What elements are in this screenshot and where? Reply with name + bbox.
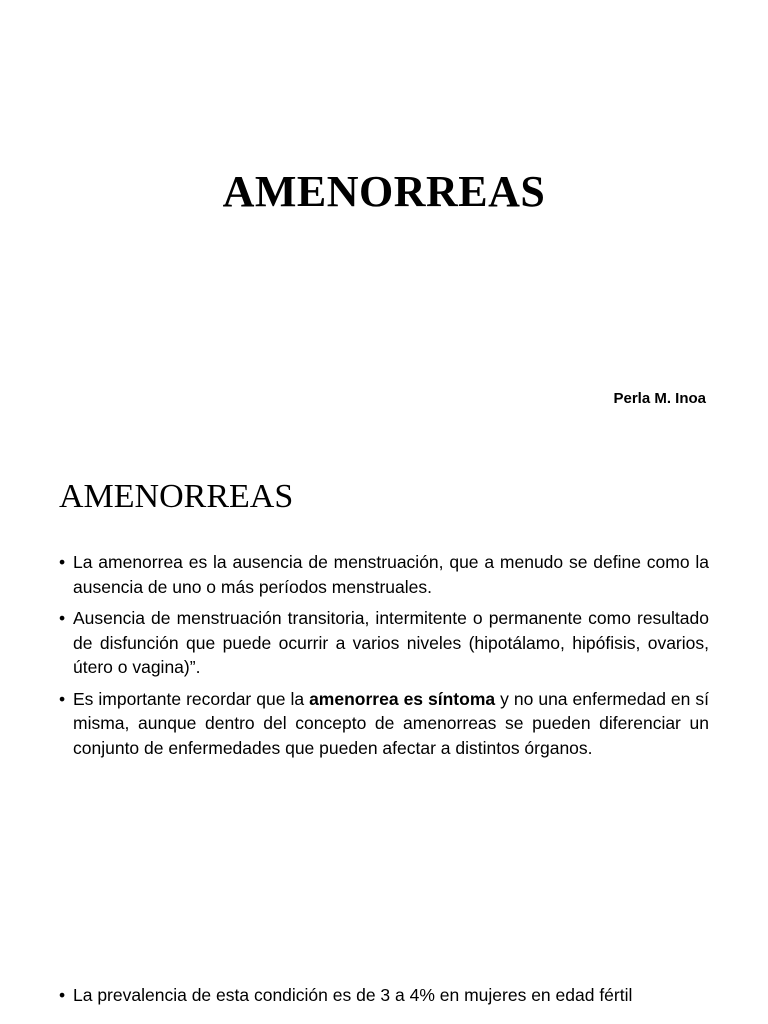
bullet-text: La amenorrea es la ausencia de menstruación, que a menudo se define como la ausencia de uno o más períodos menstruales. <box>73 552 709 597</box>
bullet-text: La prevalencia de esta condición es de 3 a 4% en mujeres en edad fértil <box>73 985 633 1005</box>
bullet-item <box>59 606 709 680</box>
bullet-icon: • <box>59 688 66 709</box>
slide-heading: AMENORREAS <box>59 478 294 515</box>
slide-title: AMENORREAS <box>222 167 546 216</box>
bullet-text-emphasis: amenorrea es síntoma <box>309 688 496 709</box>
bullet-icon: • <box>59 985 66 1005</box>
title-slide <box>0 0 768 450</box>
bullet-icon: • <box>59 608 66 628</box>
bullet-item <box>59 550 709 599</box>
bullet-list <box>59 550 709 767</box>
bullet-item <box>59 687 709 761</box>
bullet-text-before: Es importante recordar que la <box>73 688 310 709</box>
bullet-item-prevalence <box>59 983 709 1008</box>
content-slide <box>0 450 768 1024</box>
bullet-text: Ausencia de menstruación transitoria, intermitente o permanente como resultado de disfunción que puede ocurrir a varios niveles (hipotálamo, hipófisis, ovarios, útero o vagina)”. <box>73 608 709 677</box>
author-name: Perla M. Inoa <box>613 390 706 407</box>
bullet-icon: • <box>59 552 66 572</box>
bullet-text-after: y no una enfermedad en sí misma, aunque dentro del concepto de amenorreas se pueden diferenciar un conjunto de enfermedades que pueden afectar a distintos órganos. <box>73 688 709 758</box>
